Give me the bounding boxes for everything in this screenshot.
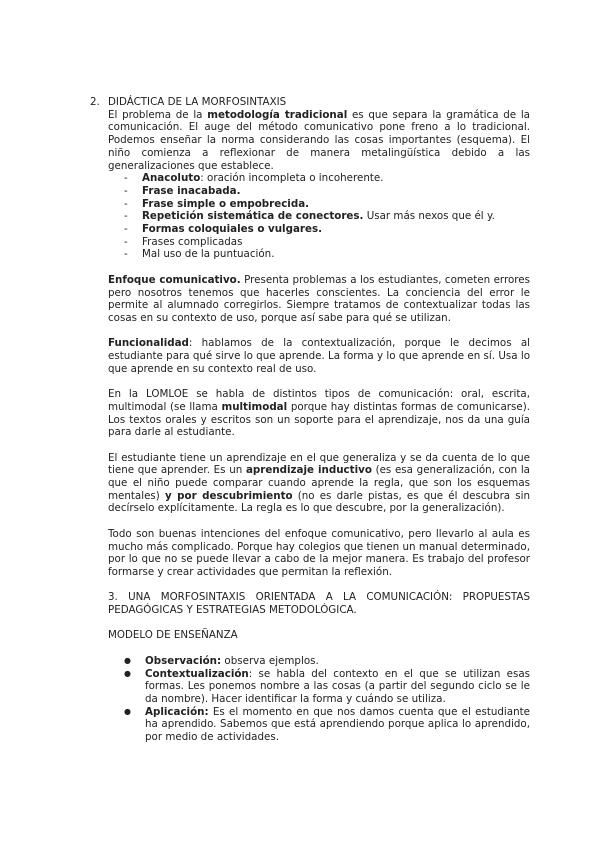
list-item: - Anacoluto: oración incompleta o incoherente. <box>124 172 530 185</box>
section-number: 2. <box>90 96 100 108</box>
enfoque-paragraph: Enfoque comunicativo. Presenta problemas a los estudiantes, cometen errores pero nosotros tenemos que hacerles conscientes. La conciencia del error le permite al alumnado corregirlos. Siempre tratamos de contextualizar todas las cosas en su contexto de uso, porque así sabe para qué se utilizan. <box>108 273 530 324</box>
model-list <box>108 655 530 744</box>
list-item: ● Observación: observa ejemplos. <box>124 655 530 668</box>
todo-paragraph: Todo son buenas intenciones del enfoque comunicativo, pero llevarlo al aula es mucho más complicado. Porque hay colegios que tienen un manual determinado, por lo que no se puede llevar a cabo de la mejor manera. Es trabajo del profesor formarse y crear actividades que permitan la reflexión. <box>108 527 530 578</box>
list-item: - Formas coloquiales o vulgares. <box>124 223 530 236</box>
lomloe-paragraph: En la LOMLOE se habla de distintos tipos de comunicación: oral, escrita, multimodal (se llama multimodal porque hay distintas formas de comunicarse). Los textos orales y escritos son un soporte para el aprendizaje, nos da una guía para darle al estudiante. <box>108 388 530 439</box>
list-item: - Frase inacabada. <box>124 185 530 198</box>
error-list <box>108 172 530 261</box>
list-item: ● Aplicación: Es el momento en que nos damos cuenta que el estudiante ha aprendido. Sabemos que está aprendiendo porque aplica lo aprendido, por medio de actividades. <box>124 706 530 744</box>
model-title: MODELO DE ENSEÑANZA <box>108 629 238 642</box>
intro-paragraph: El problema de la metodología tradicional es que separa la gramática de la comunicación. El auge del método comunicativo pone freno a lo tradicional. Podemos enseñar la norma considerando las cosas importantes (esquema). El niño comienza a reflexionar de manera metalingüística debido a las generalizaciones que establece. <box>108 108 530 172</box>
list-item: - Frases complicadas <box>124 236 530 249</box>
list-item: - Repetición sistemática de conectores. Usar más nexos que él y. <box>124 210 530 223</box>
section-3-heading: 3. UNA MORFOSINTAXIS ORIENTADA A LA COMUNICACIÓN: PROPUESTAS PEDAGÓGICAS Y ESTRATEGIAS METODOLÓGICA. <box>108 591 530 617</box>
section-2-heading <box>90 96 530 109</box>
funcionalidad-paragraph: Funcionalidad: hablamos de la contextualización, porque le decimos al estudiante para qué sirve lo que aprende. La forma y lo que aprende en sí. Usa lo que aprende en su contexto real de uso. <box>108 337 530 375</box>
list-item: ● Contextualización: se habla del contexto en el que se utilizan esas formas. Les ponemos nombre a las cosas (a partir del segundo ciclo se le da nombre). Hacer identificar la forma y cuándo se utiliza. <box>124 668 530 706</box>
section-title: DIDÁCTICA DE LA MORFOSINTAXIS <box>108 96 287 108</box>
estudiante-paragraph: El estudiante tiene un aprendizaje en el que generaliza y se da cuenta de lo que tiene que aprender. Es un aprendizaje inductivo (es esa generalización, con la que el niño puede comparar cuando aprende la regla, que son los esquemas mentales) y por descubrimiento (no es darle pistas, es que él descubra sin decírselo explícitamente. La regla es lo que descubre, por la generalización). <box>108 451 531 515</box>
list-item: - Mal uso de la puntuación. <box>124 248 530 261</box>
list-item: - Frase simple o empobrecida. <box>124 198 530 211</box>
